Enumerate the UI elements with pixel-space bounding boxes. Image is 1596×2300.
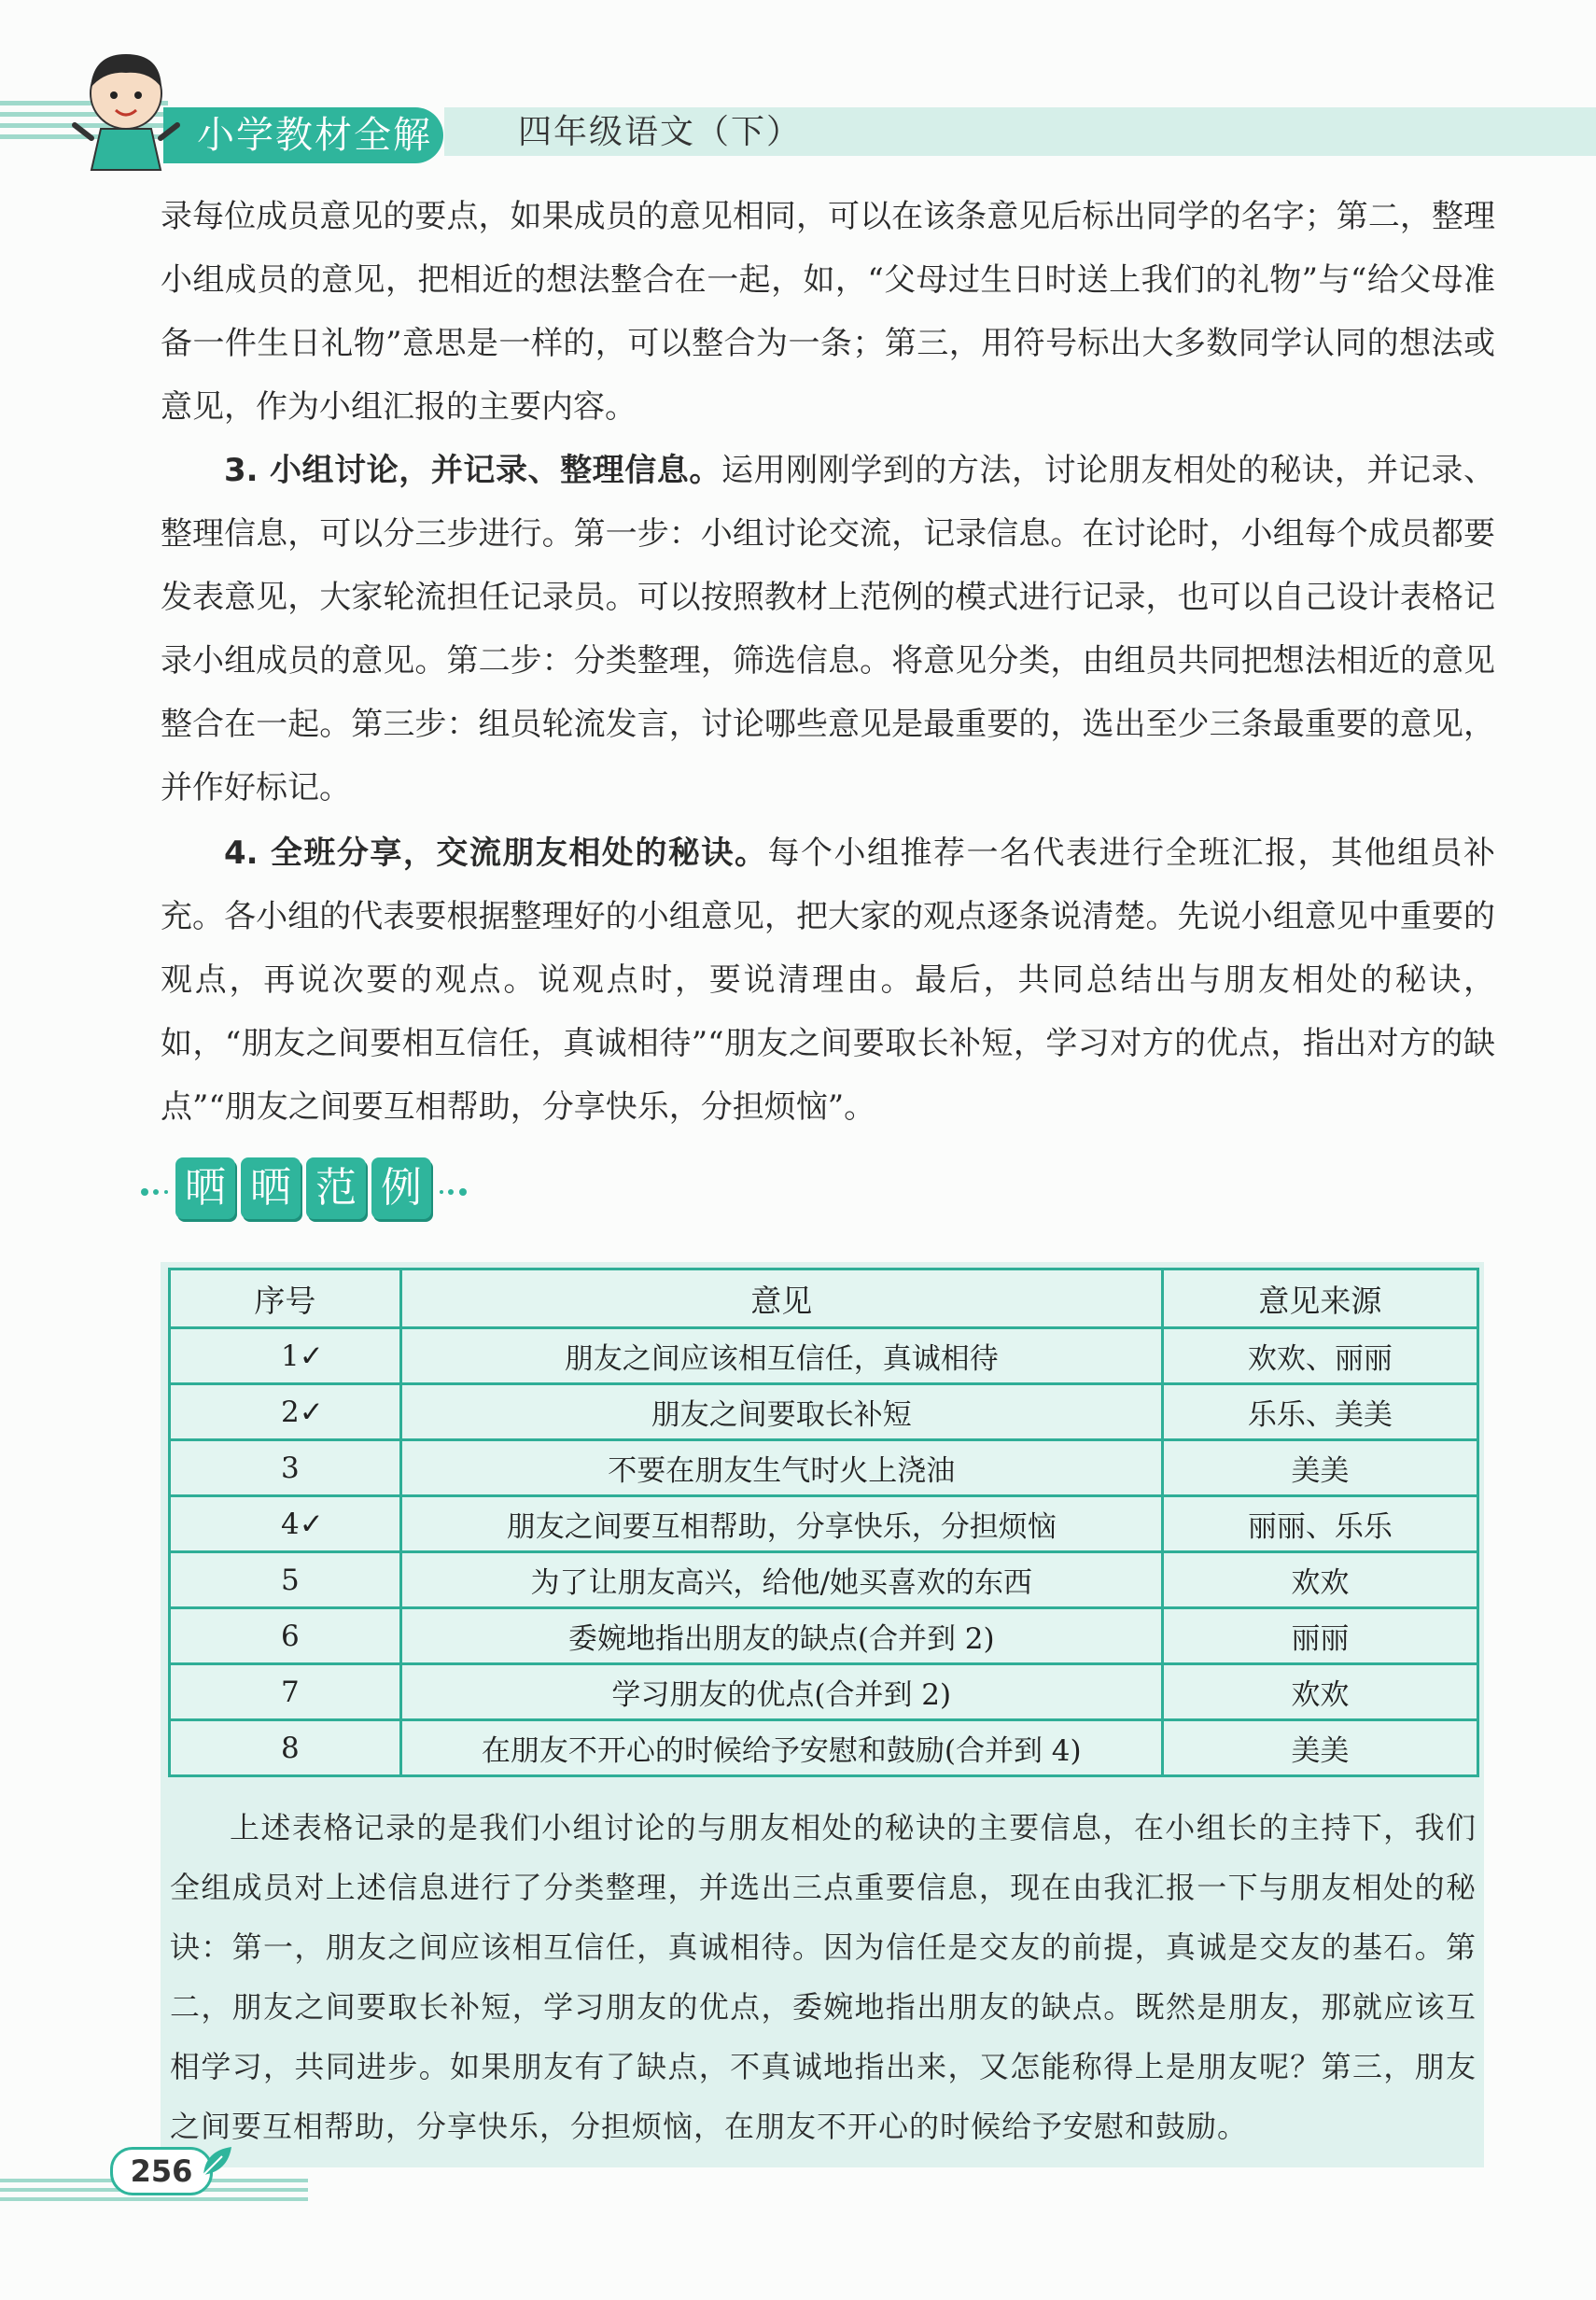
opinion-table bbox=[168, 1268, 1479, 1777]
row-number: 2✓ bbox=[170, 1384, 401, 1440]
label-tile: 晒 bbox=[241, 1157, 301, 1219]
header-number: 序号 bbox=[170, 1269, 401, 1328]
row-opinion: 为了让朋友高兴，给他/她买喜欢的东西 bbox=[400, 1552, 1162, 1608]
row-source: 丽丽、乐乐 bbox=[1162, 1496, 1477, 1552]
row-opinion: 朋友之间要互相帮助，分享快乐，分担烦恼 bbox=[400, 1496, 1162, 1552]
row-source: 丽丽 bbox=[1162, 1608, 1477, 1664]
leaf-icon bbox=[200, 2143, 237, 2181]
page-header bbox=[0, 0, 1596, 187]
row-opinion: 学习朋友的优点(合并到 2) bbox=[400, 1664, 1162, 1720]
row-opinion: 不要在朋友生气时火上浇油 bbox=[400, 1440, 1162, 1496]
row-opinion: 在朋友不开心的时候给予安慰和鼓励(合并到 4) bbox=[400, 1720, 1162, 1776]
continued-paragraph: 录每位成员意见的要点，如果成员的意见相同，可以在该条意见后标出同学的名字；第二，整理小组成员的意见，把相近的想法整合在一起，如，“父母过生日时送上我们的礼物”与“给父母准备一件生日礼物”意思是一样的，可以整合为一条；第三，用符号标出大多数同学认同的想法或意见，作为小组汇报的主要内容。 bbox=[161, 198, 1495, 426]
step3-paragraph bbox=[161, 439, 1495, 820]
row-number: 4✓ bbox=[170, 1496, 401, 1552]
label-tile: 范 bbox=[306, 1157, 366, 1219]
row-source: 美美 bbox=[1162, 1720, 1477, 1776]
table-row bbox=[170, 1328, 1478, 1384]
row-number: 8 bbox=[170, 1720, 401, 1776]
row-number: 1✓ bbox=[170, 1328, 401, 1384]
label-tile: 晒 bbox=[175, 1157, 235, 1219]
row-source: 乐乐、美美 bbox=[1162, 1384, 1477, 1440]
row-number: 5 bbox=[170, 1552, 401, 1608]
example-summary: 上述表格记录的是我们小组讨论的与朋友相处的秘诀的主要信息，在小组长的主持下，我们全组成员对上述信息进行了分类整理，并选出三点重要信息，现在由我汇报一下与朋友相处的秘诀：第一，朋友之间应该相互信任，真诚相待。因为信任是交友的前提，真诚是交友的基石。第二，朋友之间要取长补短，学习朋友的优点，委婉地指出朋友的缺点。既然是朋友，那就应该互相学习，共同进步。如果朋友有了缺点，不真诚地指出来，又怎能称得上是朋友呢？第三，朋友之间要互相帮助，分享快乐，分担烦恼，在朋友不开心的时候给予安慰和鼓励。 bbox=[170, 1810, 1477, 2144]
row-source: 美美 bbox=[1162, 1440, 1477, 1496]
step3-title: 3. 小组讨论，并记录、整理信息。 bbox=[224, 452, 721, 489]
row-source: 欢欢 bbox=[1162, 1552, 1477, 1608]
dots-right-icon bbox=[437, 1187, 470, 1197]
table-header-row bbox=[170, 1269, 1478, 1328]
step4-title: 4. 全班分享，交流朋友相处的秘诀。 bbox=[224, 834, 768, 872]
row-number: 3 bbox=[170, 1440, 401, 1496]
dots-left-icon bbox=[140, 1187, 174, 1197]
header-source: 意见来源 bbox=[1162, 1269, 1477, 1328]
row-number: 6 bbox=[170, 1608, 401, 1664]
book-title: 四年级语文（下） bbox=[518, 113, 803, 151]
table-row bbox=[170, 1720, 1478, 1776]
table-row bbox=[170, 1440, 1478, 1496]
label-tile: 例 bbox=[371, 1157, 431, 1219]
table-row bbox=[170, 1384, 1478, 1440]
step4-paragraph bbox=[161, 821, 1495, 1139]
series-brand: 小学教材全解 bbox=[163, 107, 443, 163]
header-opinion: 意见 bbox=[400, 1269, 1162, 1328]
row-source: 欢欢 bbox=[1162, 1664, 1477, 1720]
table-row bbox=[170, 1664, 1478, 1720]
table-row bbox=[170, 1496, 1478, 1552]
row-opinion: 委婉地指出朋友的缺点(合并到 2) bbox=[400, 1608, 1162, 1664]
step3-text: 运用刚刚学到的方法，讨论朋友相处的秘诀，并记录、整理信息，可以分三步进行。第一步：小组讨论交流，记录信息。在讨论时，小组每个成员都要发表意见，大家轮流担任记录员。可以按照教材上范例的模式进行记录，也可以自己设计表格记录小组成员的意见。第二步：分类整理，筛选信息。将意见分类，由组员共同把想法相近的意见整合在一起。第三步：组员轮流发言，讨论哪些意见是最重要的，选出至少三条最重要的意见，并作好标记。 bbox=[161, 452, 1495, 806]
row-opinion: 朋友之间要取长补短 bbox=[400, 1384, 1162, 1440]
step4-text: 每个小组推荐一名代表进行全班汇报，其他组员补充。各小组的代表要根据整理好的小组意见，把大家的观点逐条说清楚。先说小组意见中重要的观点，再说次要的观点。说观点时，要说清理由。最后，共同总结出与朋友相处的秘诀，如，“朋友之间要相互信任，真诚相待”“朋友之间要取长补短，学习对方的优点，指出对方的缺点”“朋友之间要互相帮助，分享快乐，分担烦恼”。 bbox=[161, 834, 1495, 1126]
row-opinion: 朋友之间应该相互信任，真诚相待 bbox=[400, 1328, 1162, 1384]
table-row bbox=[170, 1552, 1478, 1608]
table-row bbox=[170, 1608, 1478, 1664]
boy-mascot-icon bbox=[56, 39, 196, 179]
row-number: 7 bbox=[170, 1664, 401, 1720]
page-number: 256 bbox=[110, 2147, 213, 2195]
row-source: 欢欢、丽丽 bbox=[1162, 1328, 1477, 1384]
